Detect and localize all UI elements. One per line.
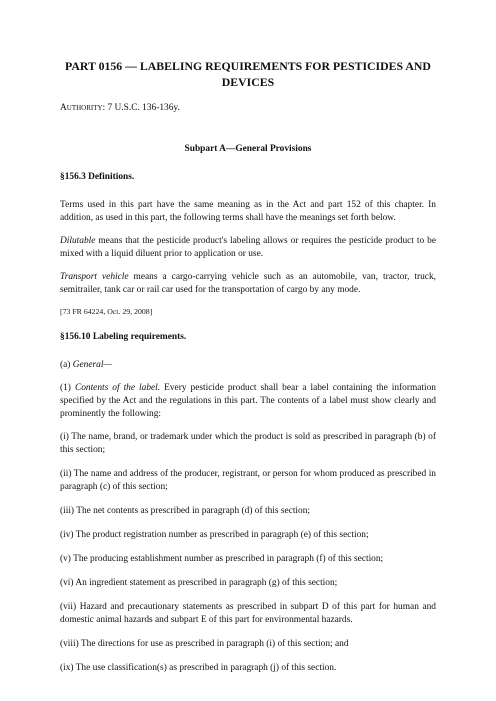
definition-text: means a cargo-carrying vehicle such as an automobile, van, tractor, truck, semitrailer, tank car or rail car used for the transportation of cargo by any mode. [60,272,436,295]
definitions-intro-paragraph: Terms used in this part have the same meaning as in the Act and part 152 of this chapter. In addition, as used in this part, the following terms shall have the meanings set forth below. [60,200,436,223]
authority-label: Authority [60,103,103,113]
part-title: PART 0156 — LABELING REQUIREMENTS FOR PESTICIDES AND DEVICES [65,59,431,89]
section-heading: §156.10 Labeling requirements. [60,332,187,342]
definition-text: means that the pesticide product's labeling allows or requires the pesticide product to be mixed with a liquid diluent prior to application or use. [60,236,436,259]
document-page [60,58,436,686]
section-heading: §156.3 Definitions. [60,172,135,182]
defined-term: Transport vehicle [60,272,129,282]
list-item: (vi) An ingredient statement as prescribed in paragraph (g) of this section; [60,578,338,588]
authority-text: : 7 U.S.C. 136-136y. [102,103,180,113]
subpart-heading: Subpart A—General Provisions [184,144,312,154]
list-item: (iii) The net contents as prescribed in paragraph (d) of this section; [60,506,311,516]
paragraph-prefix: (a) [60,360,73,370]
paragraph-text: Every pesticide product shall bear a label containing the information specified by the Act and the regulations in this part. The contents of a label must show clearly and prominently the following: [60,383,436,419]
paragraph-prefix: (1) [60,383,75,393]
section-definitions [60,171,436,317]
paragraph-a [60,359,436,372]
paragraph-heading-term: General— [72,360,112,370]
defined-term: Dilutable [60,236,96,246]
section-labeling-requirements [60,331,436,675]
paragraph-heading-term: Contents of the label. [74,383,161,393]
list-item: (viii) The directions for use as prescribed in paragraph (i) of this section; and [60,639,349,649]
definition-dilutable [60,235,436,261]
definition-transport-vehicle [60,271,436,297]
list-item: (iv) The product registration number as prescribed in paragraph (e) of this section; [60,530,369,540]
list-item: (v) The producing establishment number as prescribed in paragraph (f) of this section; [60,554,384,564]
paragraph-a-1 [60,382,436,421]
list-item: (ix) The use classification(s) as prescribed in paragraph (j) of this section. [60,663,337,673]
citation: [73 FR 64224, Oct. 29, 2008] [60,307,153,316]
list-item: (vii) Hazard and precautionary statements as prescribed in subpart D of this part for human and domestic animal hazards and subpart E of this part for environmental hazards. [60,602,436,625]
authority-line [60,102,436,115]
list-item: (i) The name, brand, or trademark under which the product is sold as prescribed in paragraph (b) of this section; [60,432,436,455]
list-item: (ii) The name and address of the producer, registrant, or person for whom produced as prescribed in paragraph (c) of this section; [60,469,436,492]
label-contents-list [60,431,436,675]
